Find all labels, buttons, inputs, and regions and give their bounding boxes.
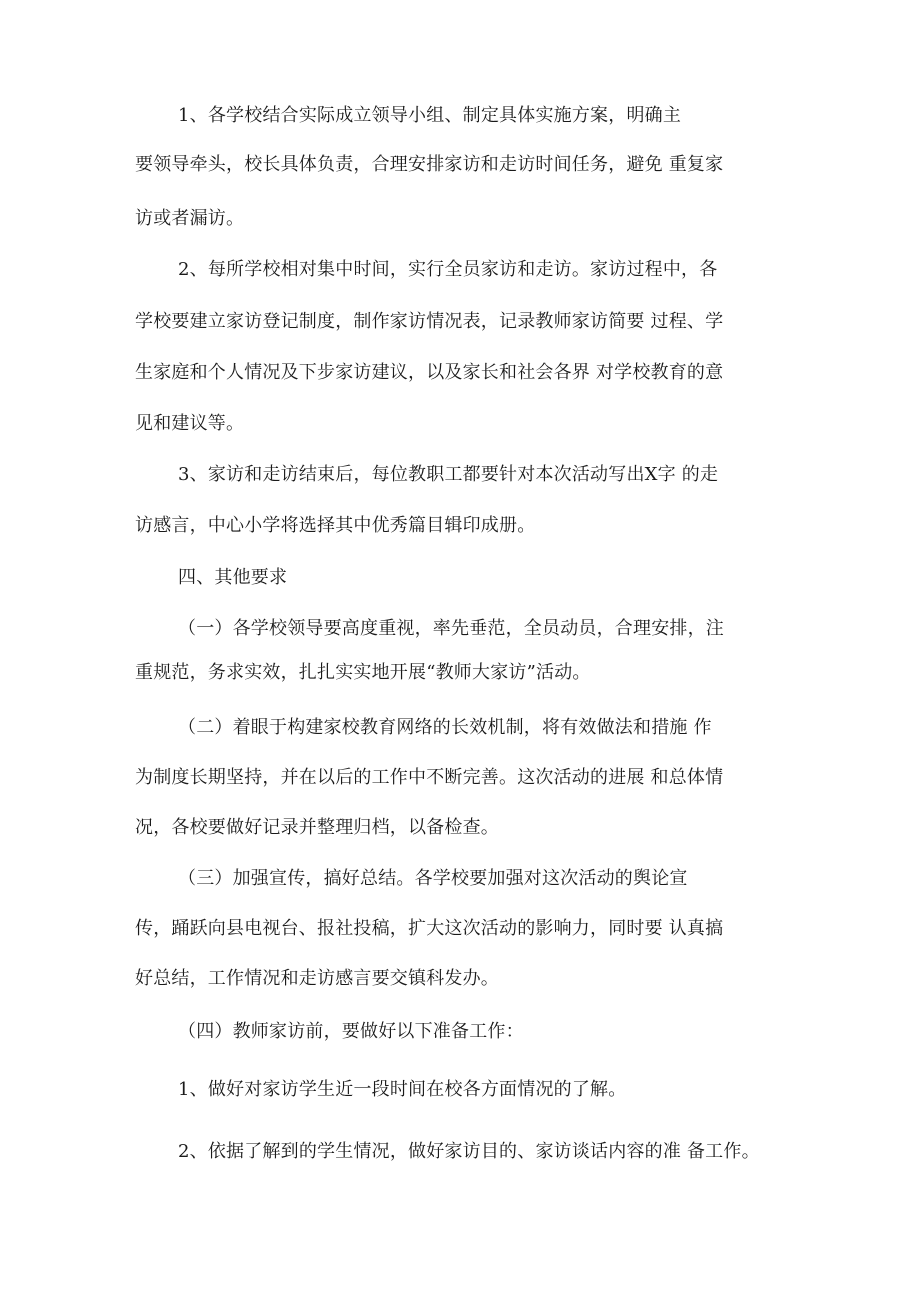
text-line-03: 访或者漏访。 [135, 208, 245, 229]
text-line-12: 重规范，务求实效，扎扎实实地开展“教师大家访”活动。 [135, 662, 591, 683]
text-line-11: （一）各学校领导要高度重视，率先垂范，全员动员，合理安排，注 [178, 618, 724, 639]
text-line-16: （三）加强宣传，搞好总结。各学校要加强对这次活动的舆论宣 [178, 868, 688, 889]
text-line-18: 好总结，工作情况和走访感言要交镇科发办。 [135, 968, 499, 989]
text-line-20: 1、做好对家访学生近一段时间在校各方面情况的了解。 [178, 1079, 627, 1100]
text-line-19: （四）教师家访前，要做好以下准备工作： [178, 1021, 524, 1042]
text-line-15: 况，各校要做好记录并整理归档，以备检查。 [135, 817, 499, 838]
text-line-21: 2、依据了解到的学生情况，做好家访目的、家访谈话内容的准 备工作。 [178, 1141, 760, 1162]
text-line-01: 1、各学校结合实际成立领导小组、制定具体实施方案，明确主 [178, 105, 682, 126]
text-line-02: 要领导牵头，校长具体负责，合理安排家访和走访时间任务，避免 重复家 [135, 154, 724, 175]
section-heading: 四、其他要求 [178, 567, 288, 588]
text-line-09: 访感言，中心小学将选择其中优秀篇目辑印成册。 [135, 515, 536, 536]
text-line-06: 生家庭和个人情况及下步家访建议，以及家长和社会各界 对学校教育的意 [135, 362, 724, 383]
text-line-07: 见和建议等。 [135, 413, 245, 434]
text-line-08: 3、家访和走访结束后，每位教职工都要针对本次活动写出X字 的走 [178, 464, 719, 485]
text-line-05: 学校要建立家访登记制度，制作家访情况表，记录教师家访简要 过程、学 [135, 311, 724, 332]
text-line-17: 传，踊跃向县电视台、报社投稿，扩大这次活动的影响力，同时要 认真搞 [135, 918, 724, 939]
text-line-13: （二）着眼于构建家校教育网络的长效机制，将有效做法和措施 作 [178, 717, 712, 738]
text-line-14: 为制度长期坚持，并在以后的工作中不断完善。这次活动的进展 和总体情 [135, 767, 724, 788]
text-line-04: 2、每所学校相对集中时间，实行全员家访和走访。家访过程中，各 [178, 259, 718, 280]
